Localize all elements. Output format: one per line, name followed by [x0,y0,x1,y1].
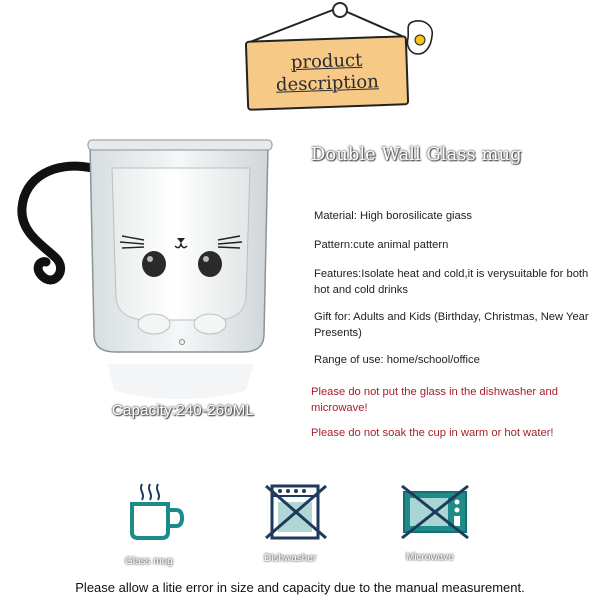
spec-features: Features:Isolate heat and cold,it is verysuitable for both hot and cold drinks [314,268,589,296]
fried-egg-icon [404,18,436,58]
microwave-crossed-icon [396,480,476,542]
mug-icon [118,480,198,542]
spec-range: Range of use: home/school/office [314,354,480,366]
icon-label-dishwasher: Dishwasher [264,553,317,564]
sign-line-2: description [275,71,380,96]
icon-label-microwave: Microwave [406,552,454,563]
dishwasher-crossed-icon [258,480,338,542]
sign-board [245,35,409,111]
icon-label-glass-mug: Glass mug [125,556,173,567]
product-title: Double Wall Glass mug [311,144,522,165]
cat-mug-image [14,128,284,428]
spec-gift: Gift for: Adults and Kids (Birthday, Christmas, New Year Presents) [314,311,589,339]
warning-soak: Please do not soak the cup in warm or hot water! [311,427,554,439]
product-description-sign [236,0,436,110]
spec-material: Material: High borosilicate giass [314,210,472,222]
sign-hook-icon [332,2,348,18]
capacity-label: Capacity:240-260ML [112,402,255,419]
sign-line-1: product [290,49,363,74]
spec-pattern: Pattern:cute animal pattern [314,239,449,251]
footer-disclaimer: Please allow a litie error in size and capacity due to the manual measurement. [75,580,525,595]
warning-dishwasher: Please do not put the glass in the dishwasher and microwave! [311,386,558,414]
